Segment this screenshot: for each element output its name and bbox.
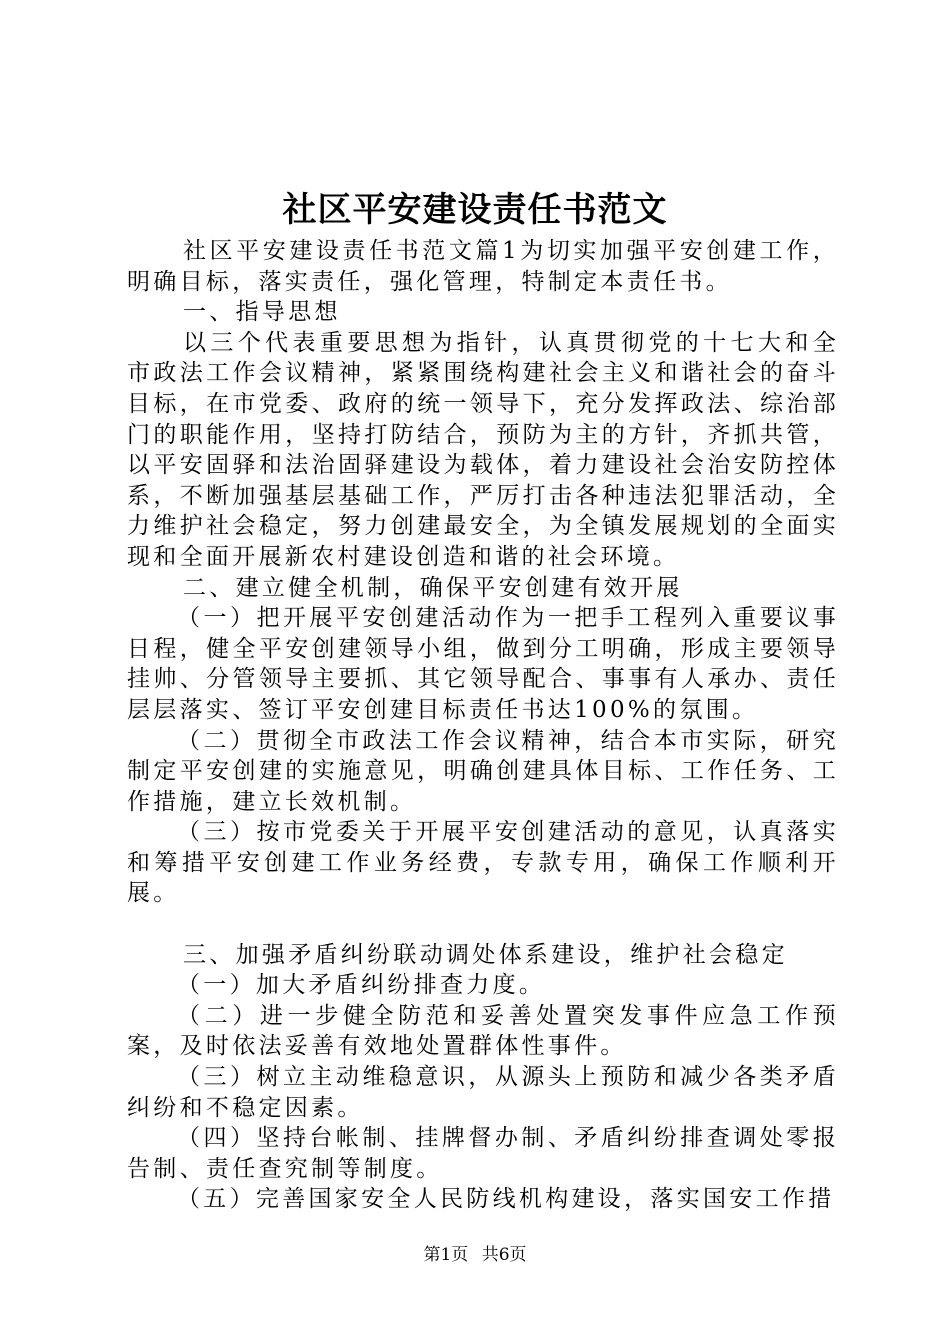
paragraph-mechanism-3: （三）按市党委关于开展平安创建活动的意见，认真落实和筹措平安创建工作业务经费，专款专用，确保工作顺利开展。 — [127, 819, 839, 907]
page-total: 共6页 — [481, 1245, 527, 1265]
paragraph-mechanism-1: （一）把开展平安创建活动作为一把手工程列入重要议事日程，健全平安创建领导小组，做到分工明确，形成主要领导挂帅、分管领导主要抓、其它领导配合、事事有人承办、责任层层落实、签订平安创建目标责任书达100%的氛围。 — [127, 605, 839, 723]
document-title: 社区平安建设责任书范文 — [282, 190, 668, 230]
paragraph-dispute-1: （一）加大矛盾纠纷排查力度。 — [177, 972, 546, 999]
paragraph-dispute-5: （五）完善国家安全人民防线机构建设，落实国安工作措 — [177, 1186, 835, 1213]
heading-dispute-resolution: 三、加强矛盾纠纷联动调处体系建设，维护社会稳定 — [183, 941, 788, 968]
page-footer — [0, 1243, 950, 1267]
paragraph-dispute-2: （二）进一步健全防范和妥善处置突发事件应急工作预案，及时依法妥善有效地处置群体性事件。 — [127, 1002, 839, 1060]
paragraph-dispute-4: （四）坚持台帐制、挂牌督办制、矛盾纠纷排查调处零报告制、责任查究制等制度。 — [127, 1125, 839, 1182]
heading-mechanism: 二、建立健全机制，确保平安创建有效开展 — [183, 574, 683, 601]
document-body — [127, 236, 839, 1215]
heading-guiding-thought: 一、指导思想 — [183, 299, 341, 326]
page-number: 第1页 — [423, 1245, 469, 1265]
paragraph-intro: 社区平安建设责任书范文篇1为切实加强平安创建工作，明确目标，落实责任，强化管理，特制定本责任书。 — [127, 238, 839, 295]
paragraph-dispute-3: （三）树立主动维稳意识，从源头上预防和减少各类矛盾纠纷和不稳定因素。 — [127, 1064, 839, 1121]
paragraph-guiding-thought: 以三个代表重要思想为指针，认真贯彻党的十七大和全市政法工作会议精神，紧紧围绕构建社会主义和谐社会的奋斗目标，在市党委、政府的统一领导下，充分发挥政法、综治部门的职能作用，坚持打防结合，预防为主的方针，齐抓共管，以平安固驿和法治固驿建设为载体，着力建设社会治安防控体系，不断加强基层基础工作，严厉打击各种违法犯罪活动，全力维护社会稳定，努力创建最安全，为全镇发展规划的全面实现和全面开展新农村建设创造和谐的社会环境。 — [127, 329, 839, 570]
paragraph-mechanism-2: （二）贯彻全市政法工作会议精神，结合本市实际，研究制定平安创建的实施意见，明确创建具体目标、工作任务、工作措施，建立长效机制。 — [127, 727, 839, 815]
blank-line — [127, 909, 839, 940]
